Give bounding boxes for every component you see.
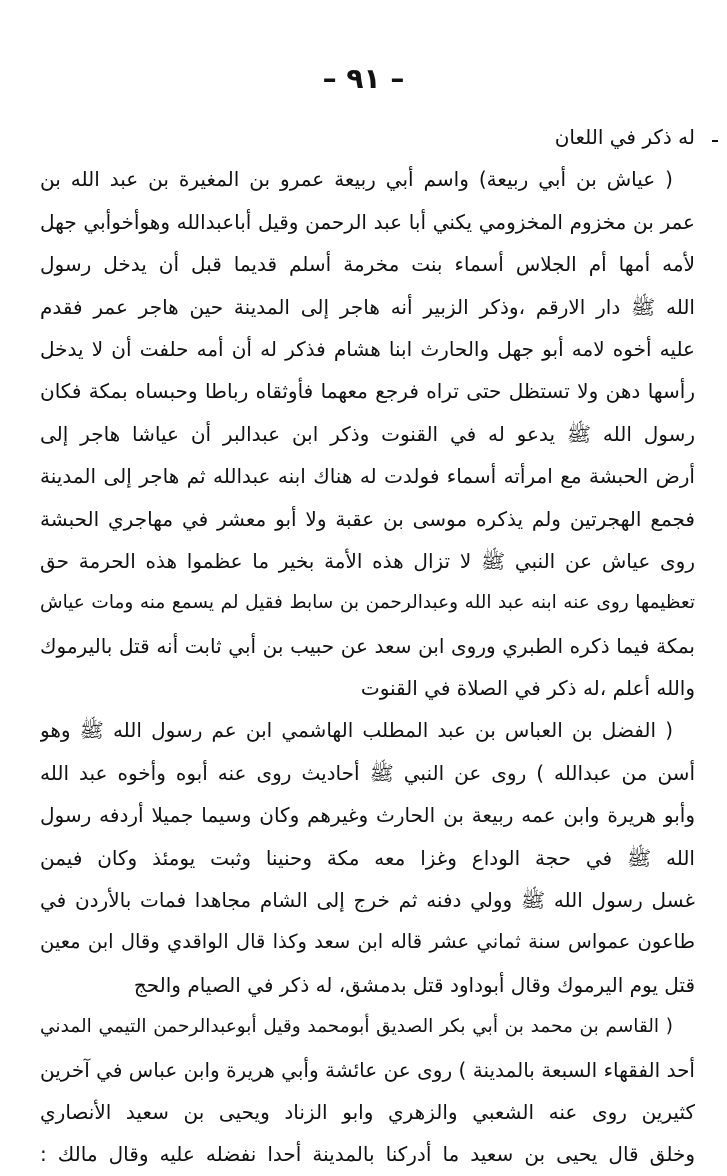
page-number: – ٩١ – — [322, 62, 405, 95]
text-line: أحد الفقهاء السبعة بالمدينة ) روى عن عائشة وأبي هريرة وابن عباس في آخرين — [40, 1057, 695, 1082]
text-line: تعظيمها روى عنه ابنه عبد الله وعبدالرحمن بن سابط فقيل لم يسمع منه ومات عياش — [40, 592, 695, 614]
text-line: رسول الله ﷺ يدعو له في القنوت وذكر ابن عبدالبر أن عياشا هاجر إلى — [40, 421, 695, 446]
text-line: الله ﷺ في حجة الوداع وغزا معه مكة وحنينا وثبت يومئذ وكان فيمن — [40, 845, 695, 870]
text-line: والله أعلم ،له ذكر في الصلاة في القنوت — [360, 676, 695, 701]
text-line: رأسها دهن ولا تستظل حتى تراه فرجع معهما فأوثقاه رباطا وحبساه بمكة فكان — [40, 379, 695, 404]
text-line: ( عياش بن أبي ربيعة) واسم أبي ربيعة عمرو بن المغيرة بن عبد الله بن — [40, 167, 673, 192]
text-line: بمكة فيما ذكره الطبري وروى ابن سعد عن حبيب بن أبي ثابت أنه قتل باليرموك — [40, 633, 695, 658]
text-line: روى عياش عن النبي ﷺ لا تزال هذه الأمة بخير ما عظموا هذه الحرمة حق — [40, 548, 695, 573]
text-line: لأمه أمها أم الجلاس أسماء بنت مخرمة أسلم قديما قبل أن يدخل رسول — [40, 252, 695, 277]
text-line: كثيرين روى عنه الشعبي والزهري وابو الزناد ويحيى بن سعيد الأنصاري — [40, 1099, 695, 1124]
text-line: غسل رسول الله ﷺ وولي دفنه ثم خرج إلى الشام مجاهدا فمات بالأردن في — [40, 888, 695, 913]
text-line: طاعون عمواس سنة ثماني عشر قاله ابن سعد وكذا قال الواقدي وقال ابن معين — [40, 930, 695, 954]
text-line: أسن من عبدالله ) روى عن النبي ﷺ أحاديث روى عنه أبوه وأخوه عبد الله — [40, 760, 695, 785]
text-line: عمر بن مخزوم المخزومي يكني أبا عبد الرحمن وقيل أباعبدالله وهوأخوأبي جهل — [40, 209, 695, 234]
text-line: وأبو هريرة وابن عمه ربيعة بن الحارث وغيرهم وكان وسيما جميلا أردفه رسول — [40, 803, 695, 828]
body-text — [40, 116, 695, 1176]
text-line: ( القاسم بن محمد بن أبي بكر الصديق أبومحمد وقيل أبوعبدالرحمن التيمي المدني — [40, 1016, 673, 1038]
text-line: وخلق قال يحيى بن سعيد ما أدركنا بالمدينة أحدا نفضله عليه وقال مالك : — [40, 1142, 695, 1167]
text-line: أرض الحبشة مع امرأته أسماء فولدت له هناك ابنه عبدالله ثم هاجر إلى المدينة — [40, 464, 695, 489]
text-line: ( الفضل بن العباس بن عبد المطلب الهاشمي ابن عم رسول الله ﷺ وهو — [40, 718, 673, 743]
margin-mark — [712, 140, 718, 142]
text-line: قتل يوم اليرموك وقال أبوداود قتل بدمشق، له ذكر في الصيام والحج — [133, 972, 695, 997]
text-line: له ذكر في اللعان — [554, 125, 695, 149]
text-line: فجمع الهجرتين ولم يذكره موسى بن عقبة ولا أبو معشر في مهاجري الحبشة — [40, 506, 695, 531]
text-line: عليه أخوه لامه أبو جهل والحارث ابنا هشام فذكر له أن أمه حلفت أن لا يدخل — [40, 336, 695, 361]
text-line: الله ﷺ دار الارقم ،وذكر الزبير أنه هاجر إلى المدينة حين هاجر عمر فقدم — [40, 294, 695, 319]
